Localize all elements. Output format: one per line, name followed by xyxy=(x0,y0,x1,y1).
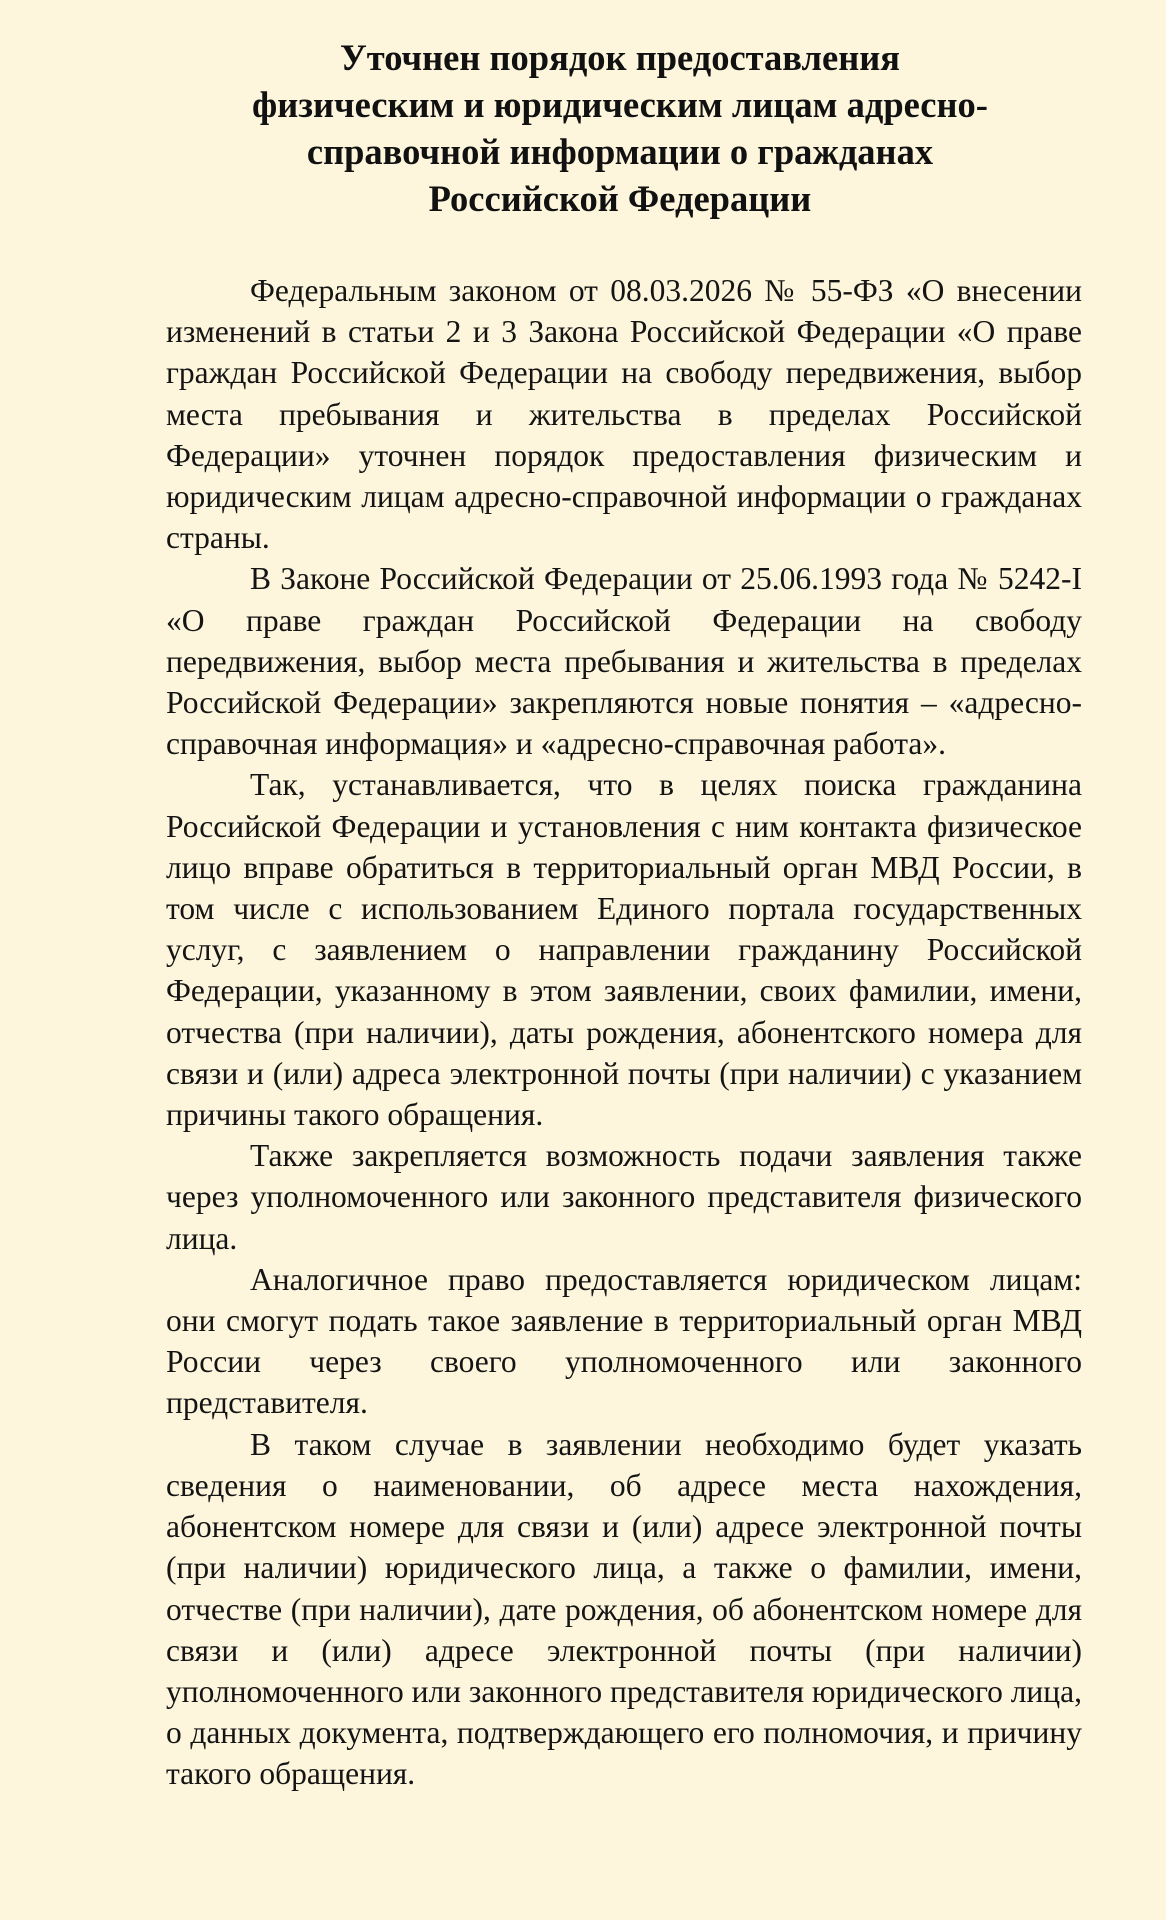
document-body xyxy=(166,270,1082,1795)
title-line: справочной информации о гражданах xyxy=(306,131,934,172)
paragraph: В таком случае в заявлении необходимо будет указать сведения о наименовании, об адресе места нахождения, абонентском номере для связи и (или) адресе электронной почты (при наличии) юридического лица, а также о фамилии, имени, отчестве (при наличии), дате рождения, об абонентском номере для связи и (или) адресе электронной почты (при наличии) уполномоченного или законного представителя юридического лица, о данных документа, подтверждающего его полномочия, и причину такого обращения. xyxy=(166,1426,1082,1792)
title-line: физическим и юридическим лицам адресно- xyxy=(252,84,988,125)
paragraph: Так, устанавливается, что в целях поиска гражданина Российской Федерации и установления с ним контакта физическое лицо вправе обратиться в территориальный орган МВД России, в том числе с использованием Единого портала государственных услуг, с заявлением о направлении гражданину Российской Федерации, указанному в этом заявлении, своих фамилии, имени, отчества (при наличии), даты рождения, абонентского номера для связи и (или) адреса электронной почты (при наличии) с указанием причины такого обращения. xyxy=(166,767,1082,1133)
title-line: Российской Федерации xyxy=(428,178,812,219)
paragraph: Также закрепляется возможность подачи заявления также через уполномоченного или законного представителя физического лица. xyxy=(166,1138,1082,1256)
title-line: Уточнен порядок предоставления xyxy=(339,37,900,78)
paragraph: Аналогичное право предоставляется юридическом лицам: они смогут подать такое заявление в территориальный орган МВД России через своего уполномоченного или законного представителя. xyxy=(166,1261,1082,1421)
paragraph: В Законе Российской Федерации от 25.06.1993 года № 5242-I «О праве граждан Российской Федерации на свободу передвижения, выбор места пребывания и жительства в пределах Российской Федерации» закрепляются новые понятия – «адресно-справочная информация» и «адресно-справочная работа». xyxy=(166,561,1082,762)
paragraph: Федеральным законом от 08.03.2026 № 55-ФЗ «О внесении изменений в статьи 2 и 3 Закона Российской Федерации «О праве граждан Российской Федерации на свободу передвижения, выбор места пребывания и жительства в пределах Российской Федерации» уточнен порядок предоставления физическим и юридическим лицам адресно-справочной информации о гражданах страны. xyxy=(166,273,1082,556)
document-title xyxy=(180,34,1060,222)
